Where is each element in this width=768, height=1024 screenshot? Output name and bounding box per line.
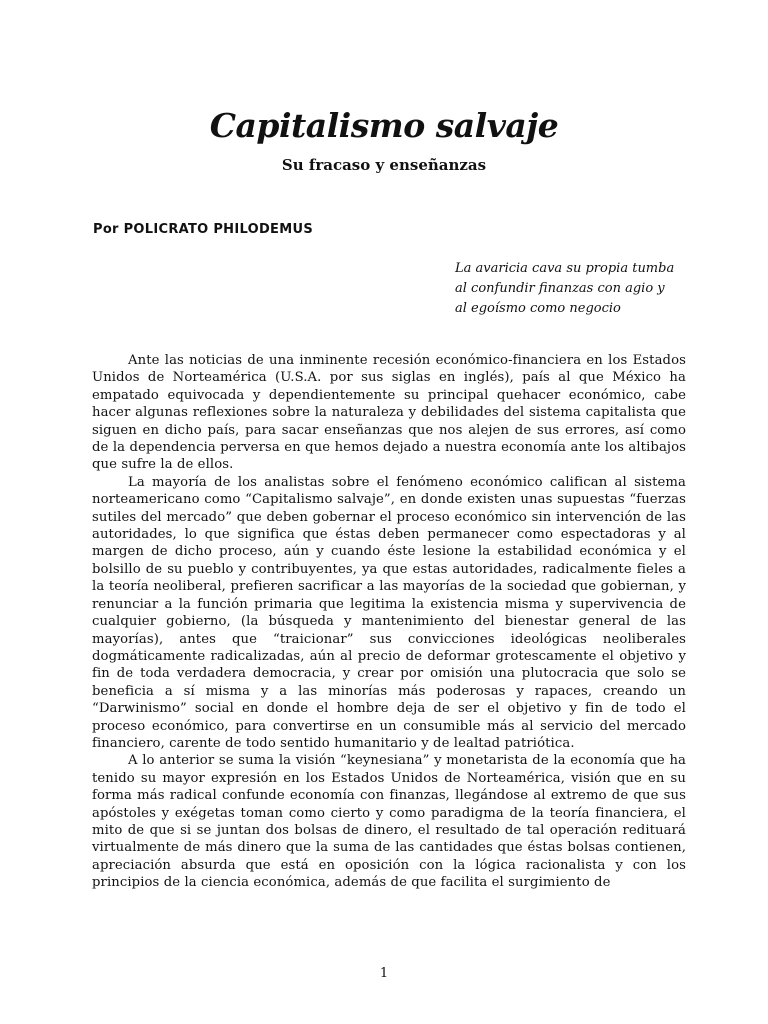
document-subtitle: Su fracaso y enseñanzas	[281, 156, 487, 174]
paragraph: A lo anterior se suma la visión “keynesiana” y monetarista de la economía que ha tenido su mayor expresión en los Estados Unidos de Norteamérica, visión que en su forma más radical confunde economía con finanzas, llegándose al extremo de que sus apóstoles y exégetas toman como cierto y como paradigma de la teoría financiera, el mito de que si se juntan dos bolsas de dinero, el resultado de tal operación redituará virtualmente de más dinero que la suma de las cantidades que éstas bolsas contienen, apreciación absurda que está en oposición con la lógica racionalista y con los principios de la ciencia económica, además de que facilita el surgimiento de	[92, 753, 686, 891]
paragraph: Ante las noticias de una inminente recesión económico-financiera en los Estados Unidos de Norteamérica (U.S.A. por sus siglas en inglés), país al que México ha empatado equivocada y dependientemente su principal quehacer económico, cabe hacer algunas reflexiones sobre la naturaleza y debilidades del sistema capitalista que siguen en dicho país, para sacar enseñanzas que nos alejen de sus errores, así como de la dependencia perversa en que hemos dejado a nuestra economía ante los altibajos que sufre la de ellos.	[92, 353, 686, 473]
body-text	[92, 352, 686, 892]
paragraph: La mayoría de los analistas sobre el fenómeno económico califican al sistema norteamericano como “Capitalismo salvaje”, en donde existen unas supuestas “fuerzas sutiles del mercado” que deben gobernar el proceso económico sin intervención de las autoridades, lo que significa que éstas deben permanecer como espectadoras y al margen de dicho proceso, aún y cuando éste lesione la estabilidad económica y el bolsillo de su pueblo y contribuyentes, ya que estas autoridades, radicalmente fieles a la teoría neoliberal, prefieren sacrificar a las mayorías de la sociedad que gobiernan, y renunciar a la función primaria que legitima la existencia misma y supervivencia de cualquier gobierno, (la búsqueda y mantenimiento del bienestar general de las mayorías), antes que “traicionar” sus convicciones ideológicas neoliberales dogmáticamente radicalizadas, aún al precio de deformar grotescamente el objetivo y fin de toda verdadera democracia, y crear por omisión una plutocracia que solo se beneficia a sí misma y a las minorías más poderosas y rapaces, creando un “Darwinismo” social en donde el hombre deja de ser el objetivo y fin de todo el proceso económico, para convertirse en un consumible más al servicio del mercado financiero, carente de todo sentido humanitario y de lealtad patriótica.	[92, 474, 686, 751]
document-title: Capitalismo salvaje	[209, 106, 559, 145]
epigraph-line: al confundir finanzas con agio y	[455, 281, 665, 296]
epigraph	[455, 259, 715, 319]
epigraph-line: La avaricia cava su propia tumba	[455, 261, 675, 276]
page-number: 1	[379, 966, 389, 981]
epigraph-line: al egoísmo como negocio	[455, 301, 621, 316]
author-line: Por POLICRATO PHILODEMUS	[93, 222, 313, 237]
